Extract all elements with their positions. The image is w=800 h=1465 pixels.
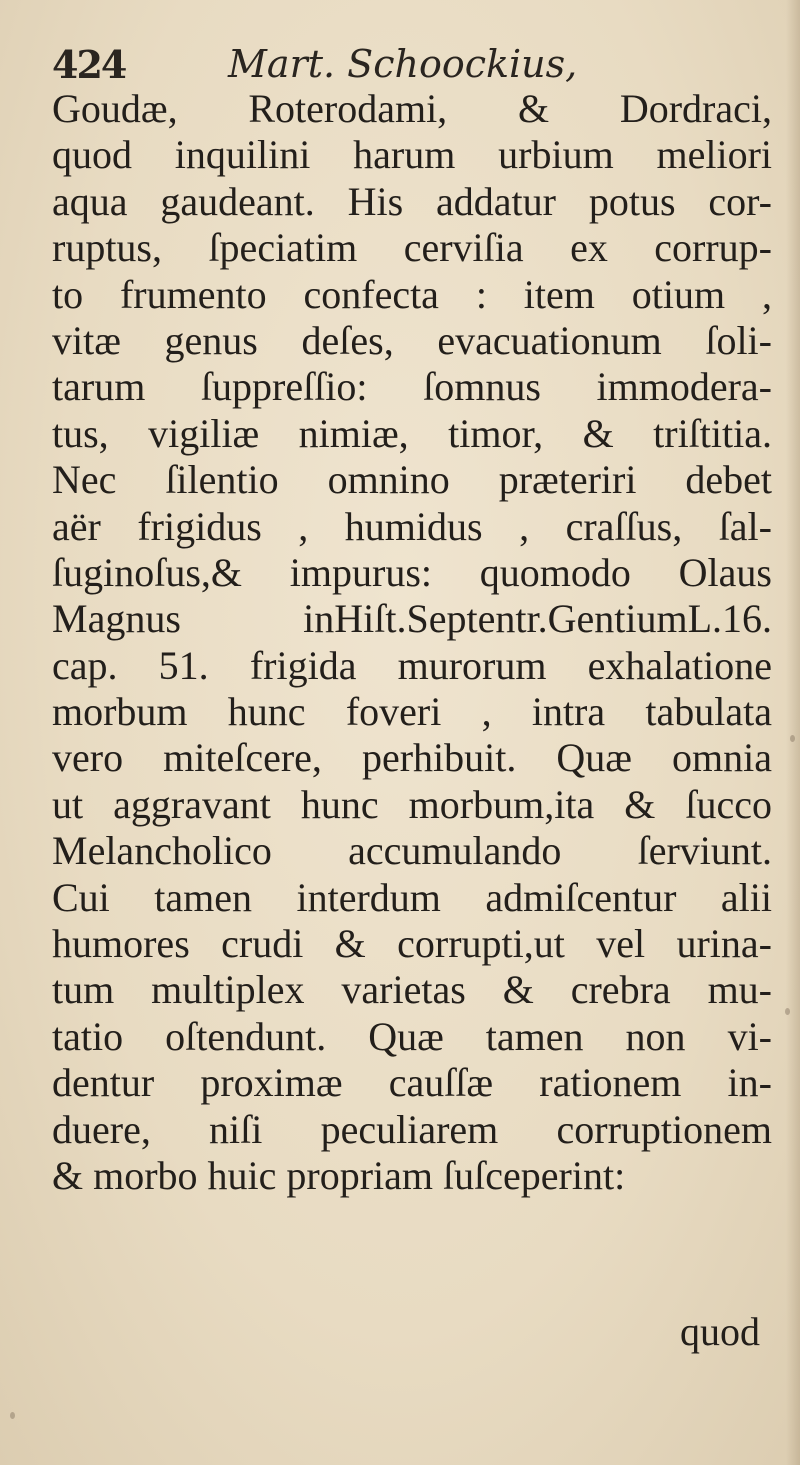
page-number: 424: [52, 42, 126, 87]
text-line: quod inquilini harum urbium meliori: [52, 132, 772, 178]
text-line: aqua gaudeant. His addatur potus cor-: [52, 178, 772, 224]
paper-speck: [10, 1412, 15, 1419]
text-line: tatio oſtendunt. Quæ tamen non vi-: [52, 1013, 772, 1059]
paper-speck: [785, 1008, 790, 1015]
text-line: humores crudi & corrupti,ut vel urina-: [52, 921, 772, 967]
catchword: quod: [680, 1309, 760, 1354]
text-line: morbum hunc foveri , intra tabulata: [52, 689, 772, 735]
text-line: Magnus inHiſt.Septentr.GentiumL.16.: [52, 596, 772, 642]
paper-speck: [790, 735, 795, 742]
text-line: & morbo huic propriam ſuſceperint:: [52, 1152, 626, 1198]
text-line: dentur proximæ cauſſæ rationem in-: [52, 1060, 772, 1106]
text-line: duere, niſi peculiarem corruptionem: [52, 1106, 772, 1152]
text-line: tarum ſuppreſſio: ſomnus immodera-: [52, 364, 772, 410]
text-line: vitæ genus deſes, evacuationum ſoli-: [52, 317, 772, 363]
text-line: Nec ſilentio omnino præteriri debet: [52, 457, 772, 503]
text-line: cap. 51. frigida murorum exhalatione: [52, 642, 772, 688]
text-line: Cui tamen interdum admiſcentur alii: [52, 874, 772, 920]
text-line: ut aggravant hunc morbum,ita & ſucco: [52, 781, 772, 827]
running-head: Mart. Schoockius,: [228, 42, 578, 86]
text-line: tus, vigiliæ nimiæ, timor, & triſtitia.: [52, 410, 772, 456]
text-line: Melancholico accumulando ſerviunt.: [52, 828, 772, 874]
page-edge-shadow: [786, 0, 800, 1465]
body-text: [52, 86, 772, 1199]
text-line: aër frigidus , humidus , craſſus, ſal-: [52, 503, 772, 549]
text-line: to frumento confecta : item otium ,: [52, 271, 772, 317]
text-line: tum multiplex varietas & crebra mu-: [52, 967, 772, 1013]
text-line: vero miteſcere, perhibuit. Quæ omnia: [52, 735, 772, 781]
text-line: Goudæ, Roterodami, & Dordraci,: [52, 86, 772, 131]
text-line: ruptus, ſpeciatim cerviſia ex corrup-: [52, 225, 772, 271]
text-line: ſuginoſus,& impurus: quomodo Olaus: [52, 549, 772, 595]
